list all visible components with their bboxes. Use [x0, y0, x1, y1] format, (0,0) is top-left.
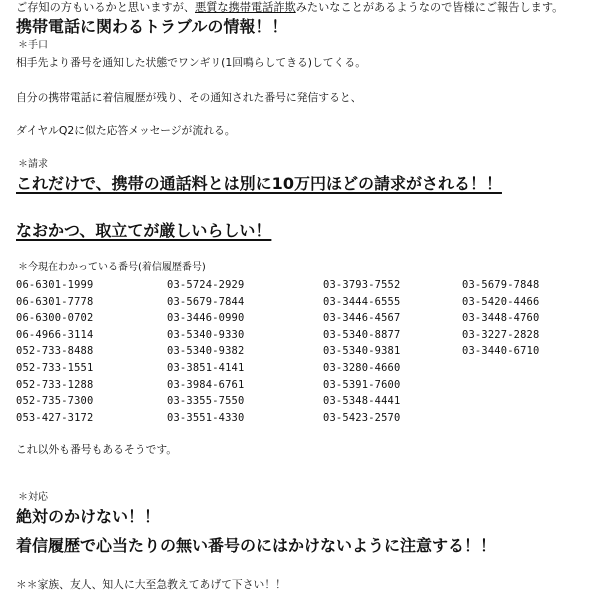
phone-number: 053-427-3172	[16, 411, 94, 424]
billing-heading: ＊請求	[18, 159, 48, 170]
phone-number: 06-6300-0702	[16, 312, 94, 325]
phone-number: 03-3280-4660	[323, 361, 401, 374]
phone-number: 03-5348-4441	[323, 395, 401, 408]
phone-number: 052-735-7300	[16, 395, 94, 408]
method-heading: ＊手口	[18, 40, 48, 51]
footer-note: ＊＊家族、友人、知人に大至急教えてあげて下さい！！	[16, 578, 286, 591]
billing-line-1: これだけで、携帯の通話料とは別に10万円ほどの請求がされる！！	[16, 174, 502, 193]
response-line-2: 着信履歴で心当たりの無い番号のにはかけないように注意する！！	[16, 536, 497, 555]
response-line-1: 絶対のかけない！！	[16, 507, 161, 526]
number-column-1	[16, 277, 93, 426]
method-line-2: 自分の携帯電話に着信履歴が残り、その通知された番号に発信すると、	[16, 91, 362, 104]
phone-number: 03-5340-9330	[167, 328, 245, 341]
billing-line-2: なおかつ、取立てが厳しいらしい！	[16, 221, 272, 240]
intro-after: みたいなことがあるようなので皆様にご報告します。	[295, 1, 564, 14]
intro-before: ご存知の方もいるかと思いますが、	[16, 1, 196, 14]
phone-number: 03-3984-6761	[167, 378, 245, 391]
phone-number: 06-4966-3114	[16, 328, 94, 341]
phone-number: 03-3446-4567	[323, 312, 401, 325]
intro-text	[16, 2, 563, 13]
phone-number: 03-3355-7550	[167, 395, 245, 408]
phone-number: 052-733-8488	[16, 345, 94, 358]
phone-number: 03-3440-6710	[462, 345, 540, 358]
phone-number: 052-733-1551	[16, 361, 94, 374]
phone-number: 03-5340-8877	[323, 328, 401, 341]
number-column-4	[462, 277, 539, 360]
phone-number: 03-3444-6555	[323, 295, 401, 308]
phone-number: 03-5423-2570	[323, 411, 401, 424]
method-line-1: 相手先より番号を通知した状態でワンギリ(1回鳴らしてきる)してくる。	[16, 56, 366, 69]
number-column-2	[167, 277, 244, 426]
phone-number: 06-6301-7778	[16, 295, 94, 308]
phone-number: 03-5679-7848	[462, 279, 540, 291]
phone-number: 03-3551-4330	[167, 411, 245, 424]
method-line-3: ダイヤルQ2に似た応答メッセージが流れる。	[16, 124, 236, 137]
phone-number: 052-733-1288	[16, 378, 94, 391]
phone-number: 03-5340-9382	[167, 345, 245, 358]
intro-underlined: 悪質な携帯電話詐欺	[195, 1, 296, 14]
phone-number: 03-3448-4760	[462, 312, 540, 325]
numbers-heading: ＊今現在わかっている番号(着信履歴番号)	[18, 262, 206, 273]
phone-number: 03-5420-4466	[462, 295, 540, 308]
numbers-note: これ以外も番号もあるそうです。	[16, 443, 178, 456]
phone-number: 03-3227-2828	[462, 328, 540, 341]
response-heading: ＊対応	[18, 492, 48, 503]
phone-number: 03-3446-0990	[167, 312, 245, 325]
phone-number: 03-3793-7552	[323, 279, 401, 291]
phone-number: 03-5679-7844	[167, 295, 245, 308]
phone-number: 03-5340-9381	[323, 345, 401, 358]
phone-number: 03-5724-2929	[167, 279, 245, 291]
number-column-3	[323, 277, 400, 426]
phone-number: 03-3851-4141	[167, 361, 245, 374]
page-title: 携帯電話に関わるトラブルの情報！！	[16, 17, 288, 36]
phone-number: 06-6301-1999	[16, 279, 94, 291]
phone-number: 03-5391-7600	[323, 378, 401, 391]
